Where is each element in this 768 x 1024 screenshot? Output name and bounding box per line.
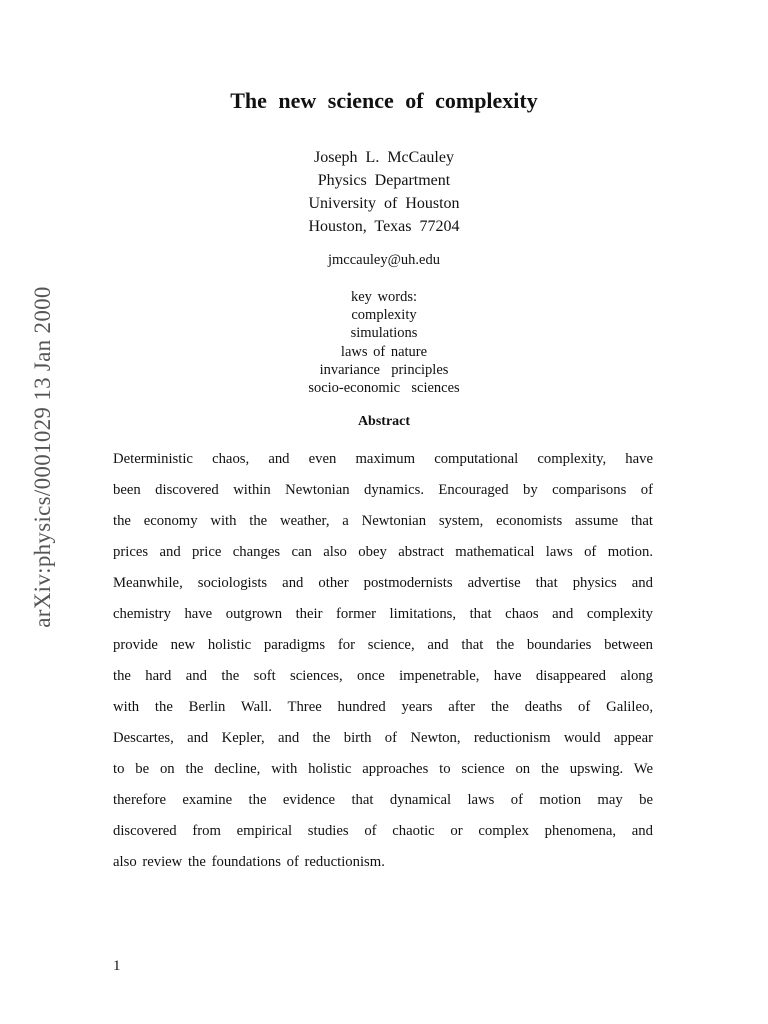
abstract-line: also review the foundations of reductionism. — [113, 854, 385, 870]
abstract-line: the economy with the weather, a Newtonian system, economists assume that — [113, 513, 653, 529]
author-university: University of Houston — [308, 195, 460, 212]
abstract-line: discovered from empirical studies of chaotic or complex phenomena, and — [113, 823, 653, 839]
abstract-line: Descartes, and Kepler, and the birth of Newton, reductionism would appear — [113, 730, 653, 746]
abstract-line: the hard and the soft sciences, once impenetrable, have disappeared along — [113, 668, 653, 684]
keyword-item: invariance principles — [319, 361, 449, 378]
abstract-line: been discovered within Newtonian dynamics. Encouraged by comparisons of — [113, 482, 653, 498]
keyword-item: socio-economic sciences — [308, 380, 460, 397]
author-location: Houston, Texas 77204 — [308, 218, 460, 235]
author-email: jmccauley@uh.edu — [328, 252, 440, 268]
author-name: Joseph L. McCauley — [314, 149, 454, 166]
abstract-line: to be on the decline, with holistic approaches to science on the upswing. We — [113, 761, 653, 777]
abstract-line: Meanwhile, sociologists and other postmodernists advertise that physics and — [113, 575, 653, 591]
abstract-line: therefore examine the evidence that dynamical laws of motion may be — [113, 792, 653, 808]
abstract-body — [113, 444, 653, 878]
author-department: Physics Department — [317, 172, 451, 189]
arxiv-identifier: arXiv:physics/0001029 13 Jan 2000 — [30, 286, 55, 628]
keywords-heading: key words: — [350, 289, 418, 305]
author-block — [0, 146, 768, 238]
abstract-heading: Abstract — [357, 414, 411, 429]
abstract-line: Deterministic chaos, and even maximum computational complexity, have — [113, 451, 653, 467]
keyword-item: complexity — [351, 307, 417, 324]
abstract-line: provide new holistic paradigms for science, and that the boundaries between — [113, 637, 653, 653]
abstract-line: chemistry have outgrown their former limitations, that chaos and complexity — [113, 606, 653, 622]
keyword-item: laws of nature — [340, 343, 428, 360]
abstract-line: with the Berlin Wall. Three hundred years after the deaths of Galileo, — [113, 699, 653, 715]
page-number: 1 — [113, 958, 121, 974]
keyword-item: simulations — [350, 325, 418, 342]
abstract-line: prices and price changes can also obey abstract mathematical laws of motion. — [113, 544, 653, 560]
paper-title: The new science of complexity — [230, 88, 538, 113]
keywords-block — [0, 288, 768, 397]
